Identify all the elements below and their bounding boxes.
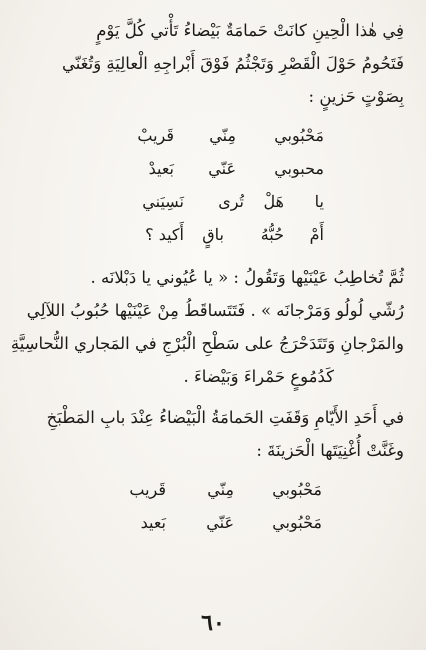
text-line: ثُمَّ تُخاطِبُ عَيْنَيْها وَتَقُولُ : « يا عُيُوني يا دَبْلانَه . xyxy=(90,268,404,287)
text-line: رُشّي لُولُو وَمَرْجانَه » . فَتَتَساقَطُ مِنْ عَيْنَيْها حُبُوبُ اللآلِي xyxy=(26,301,404,320)
verse-word: مَحْبُوبي xyxy=(272,480,322,499)
verse-word: تُرى xyxy=(218,192,244,211)
verse-word: أَكيد ؟ xyxy=(145,225,184,244)
verse-word: هَلْ xyxy=(263,192,284,211)
verse-line xyxy=(22,218,324,251)
text-line: وغَنَّتْ أُغْنِيَتَها الْحَزينَةَ : xyxy=(256,441,404,460)
text-line: فِي هٰذا الْحِينِ كانَتْ حَمامَةٌ بَيْضاءُ تَأْتي كُلَّ يَوْمٍ xyxy=(96,21,404,40)
paragraph-1 xyxy=(22,14,404,113)
verse-line xyxy=(22,473,322,506)
text-line: بِصَوْتٍ حَزينٍ : xyxy=(308,87,404,106)
verse-word: مَحْبُوبي xyxy=(274,126,324,145)
page-number: ٦٠ xyxy=(201,610,225,636)
verse-word: قَريبْ xyxy=(137,126,174,145)
verse-line xyxy=(22,185,324,218)
verse-word: مِنّي xyxy=(209,126,236,145)
verse-word: عَنّي xyxy=(206,513,234,532)
verse-word: يا xyxy=(314,192,324,211)
text-line: في أَحَدِ الأَيّامِ وَقَفَتِ الحَمامَةُ الْبَيْضاءُ عِنْدَ بابِ المَطْبَخِ xyxy=(46,408,404,427)
verse-word: بَعيد xyxy=(140,513,166,532)
verse-line xyxy=(22,119,324,152)
verse-word: عَنّي xyxy=(208,159,236,178)
verse-line xyxy=(22,152,324,185)
paragraph-2 xyxy=(10,261,404,393)
verse-word: نَسِيَني xyxy=(142,192,184,211)
verse-word: قَريب xyxy=(129,480,166,499)
paragraph-3 xyxy=(22,401,404,467)
verse-word: باقٍ xyxy=(202,225,224,244)
song-verse-2 xyxy=(22,473,404,539)
verse-word: أَمْ xyxy=(309,225,324,244)
text-line: فَتَحُومُ حَوْلَ الْقَصْرِ وَتَجْثُمُ فَوْقَ أَبْراجِهِ الْعالِيَةِ وَتُغَنّي xyxy=(61,54,404,73)
text-line: كَدُمُوعٍ حَمْراءَ وَبَيْضاءَ . xyxy=(183,367,334,386)
text-line: والمَرْجانِ وَتَتَدَحْرَجُ على سَطْحِ الْبُرْجِ في المَجاري النُّحاسِيَّةِ xyxy=(10,334,404,353)
song-verse-1 xyxy=(22,119,404,251)
verse-word: مِنّي xyxy=(207,480,234,499)
verse-word: مَحْبُوبي xyxy=(272,513,322,532)
verse-line xyxy=(22,506,322,539)
verse-word: بَعيدْ xyxy=(148,159,174,178)
verse-word: حُبُّهُ xyxy=(260,225,284,244)
verse-word: محبوبي xyxy=(274,159,324,178)
